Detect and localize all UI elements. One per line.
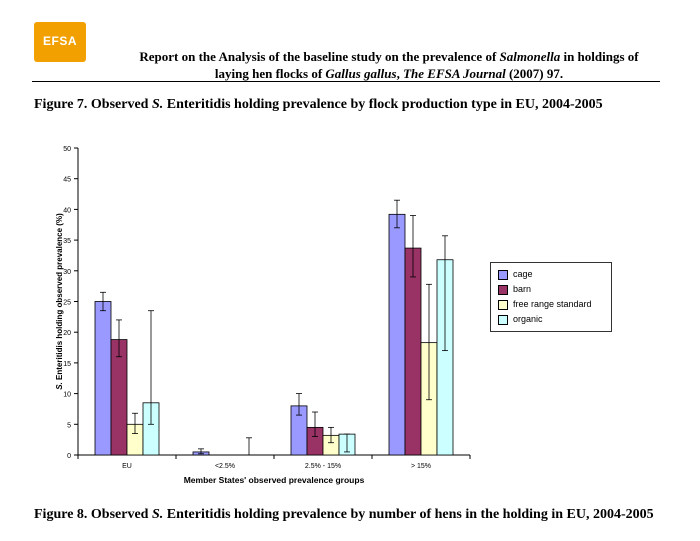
bar-cage <box>95 302 111 456</box>
y-tick-label: 20 <box>63 330 71 338</box>
y-tick-label: 35 <box>63 238 71 246</box>
legend-item <box>498 268 533 280</box>
x-axis-title: Member States' observed prevalence groups <box>183 475 365 485</box>
y-tick-label: 10 <box>63 391 71 399</box>
y-axis-title <box>55 213 64 390</box>
x-tick-label: 2.5% - 15% <box>304 463 342 470</box>
legend-item <box>498 283 531 295</box>
header-title-part: Report on the Analysis of the baseline study on the prevalence of <box>139 49 500 64</box>
legend-swatch <box>498 270 508 280</box>
legend-label: organic <box>513 314 543 324</box>
caption-italic: S. <box>151 97 164 112</box>
header-title-italic: Gallus gallus <box>325 66 397 81</box>
y-axis-title-text: Enteritidis holding observed prevalence (%) <box>55 213 64 380</box>
efsa-logo-text: EFSA <box>42 34 77 48</box>
legend-label: barn <box>513 284 532 294</box>
legend-swatch <box>498 285 508 295</box>
legend-label: free range standard <box>513 299 592 309</box>
caption-prefix: Figure 7. Observed <box>34 97 152 112</box>
bar-cage <box>389 214 405 455</box>
header-title-part: , <box>396 66 404 81</box>
caption-italic: S. <box>151 507 164 522</box>
caption-suffix: Enteritidis holding prevalence by number of hens in the holding in EU, 2004-2005 <box>163 507 654 522</box>
header-title-part: laying hen flocks of <box>214 66 326 81</box>
header-title-part: (2007) 97. <box>505 66 564 81</box>
y-tick-label: 0 <box>67 453 71 460</box>
header-title-part: in holdings of <box>560 49 639 64</box>
bar-barn <box>405 248 421 455</box>
y-axis-title-italic: S. <box>55 379 64 390</box>
header-title-italic: The EFSA Journal <box>403 66 506 81</box>
x-tick-label: > 15% <box>410 463 432 470</box>
x-tick-label: <2.5% <box>214 463 236 470</box>
caption-suffix: Enteritidis holding prevalence by flock production type in EU, 2004-2005 <box>163 97 603 112</box>
y-tick-label: 45 <box>63 176 71 184</box>
legend-item <box>498 298 592 310</box>
legend-swatch <box>498 300 508 310</box>
legend-swatch <box>498 315 508 325</box>
y-tick-label: 5 <box>67 422 71 430</box>
x-tick-label: EU <box>122 463 132 470</box>
figure-8-caption <box>34 506 674 524</box>
y-tick-label: 40 <box>63 207 71 215</box>
y-tick-label: 30 <box>63 268 71 276</box>
chart-legend <box>490 262 612 332</box>
y-tick-label: 25 <box>63 299 71 307</box>
legend-item <box>498 313 543 325</box>
y-tick-label: 50 <box>63 146 71 153</box>
y-tick-label: 15 <box>63 360 71 368</box>
header-title-italic: Salmonella <box>499 49 561 64</box>
legend-label: cage <box>513 269 533 279</box>
caption-prefix: Figure 8. Observed <box>34 507 152 522</box>
